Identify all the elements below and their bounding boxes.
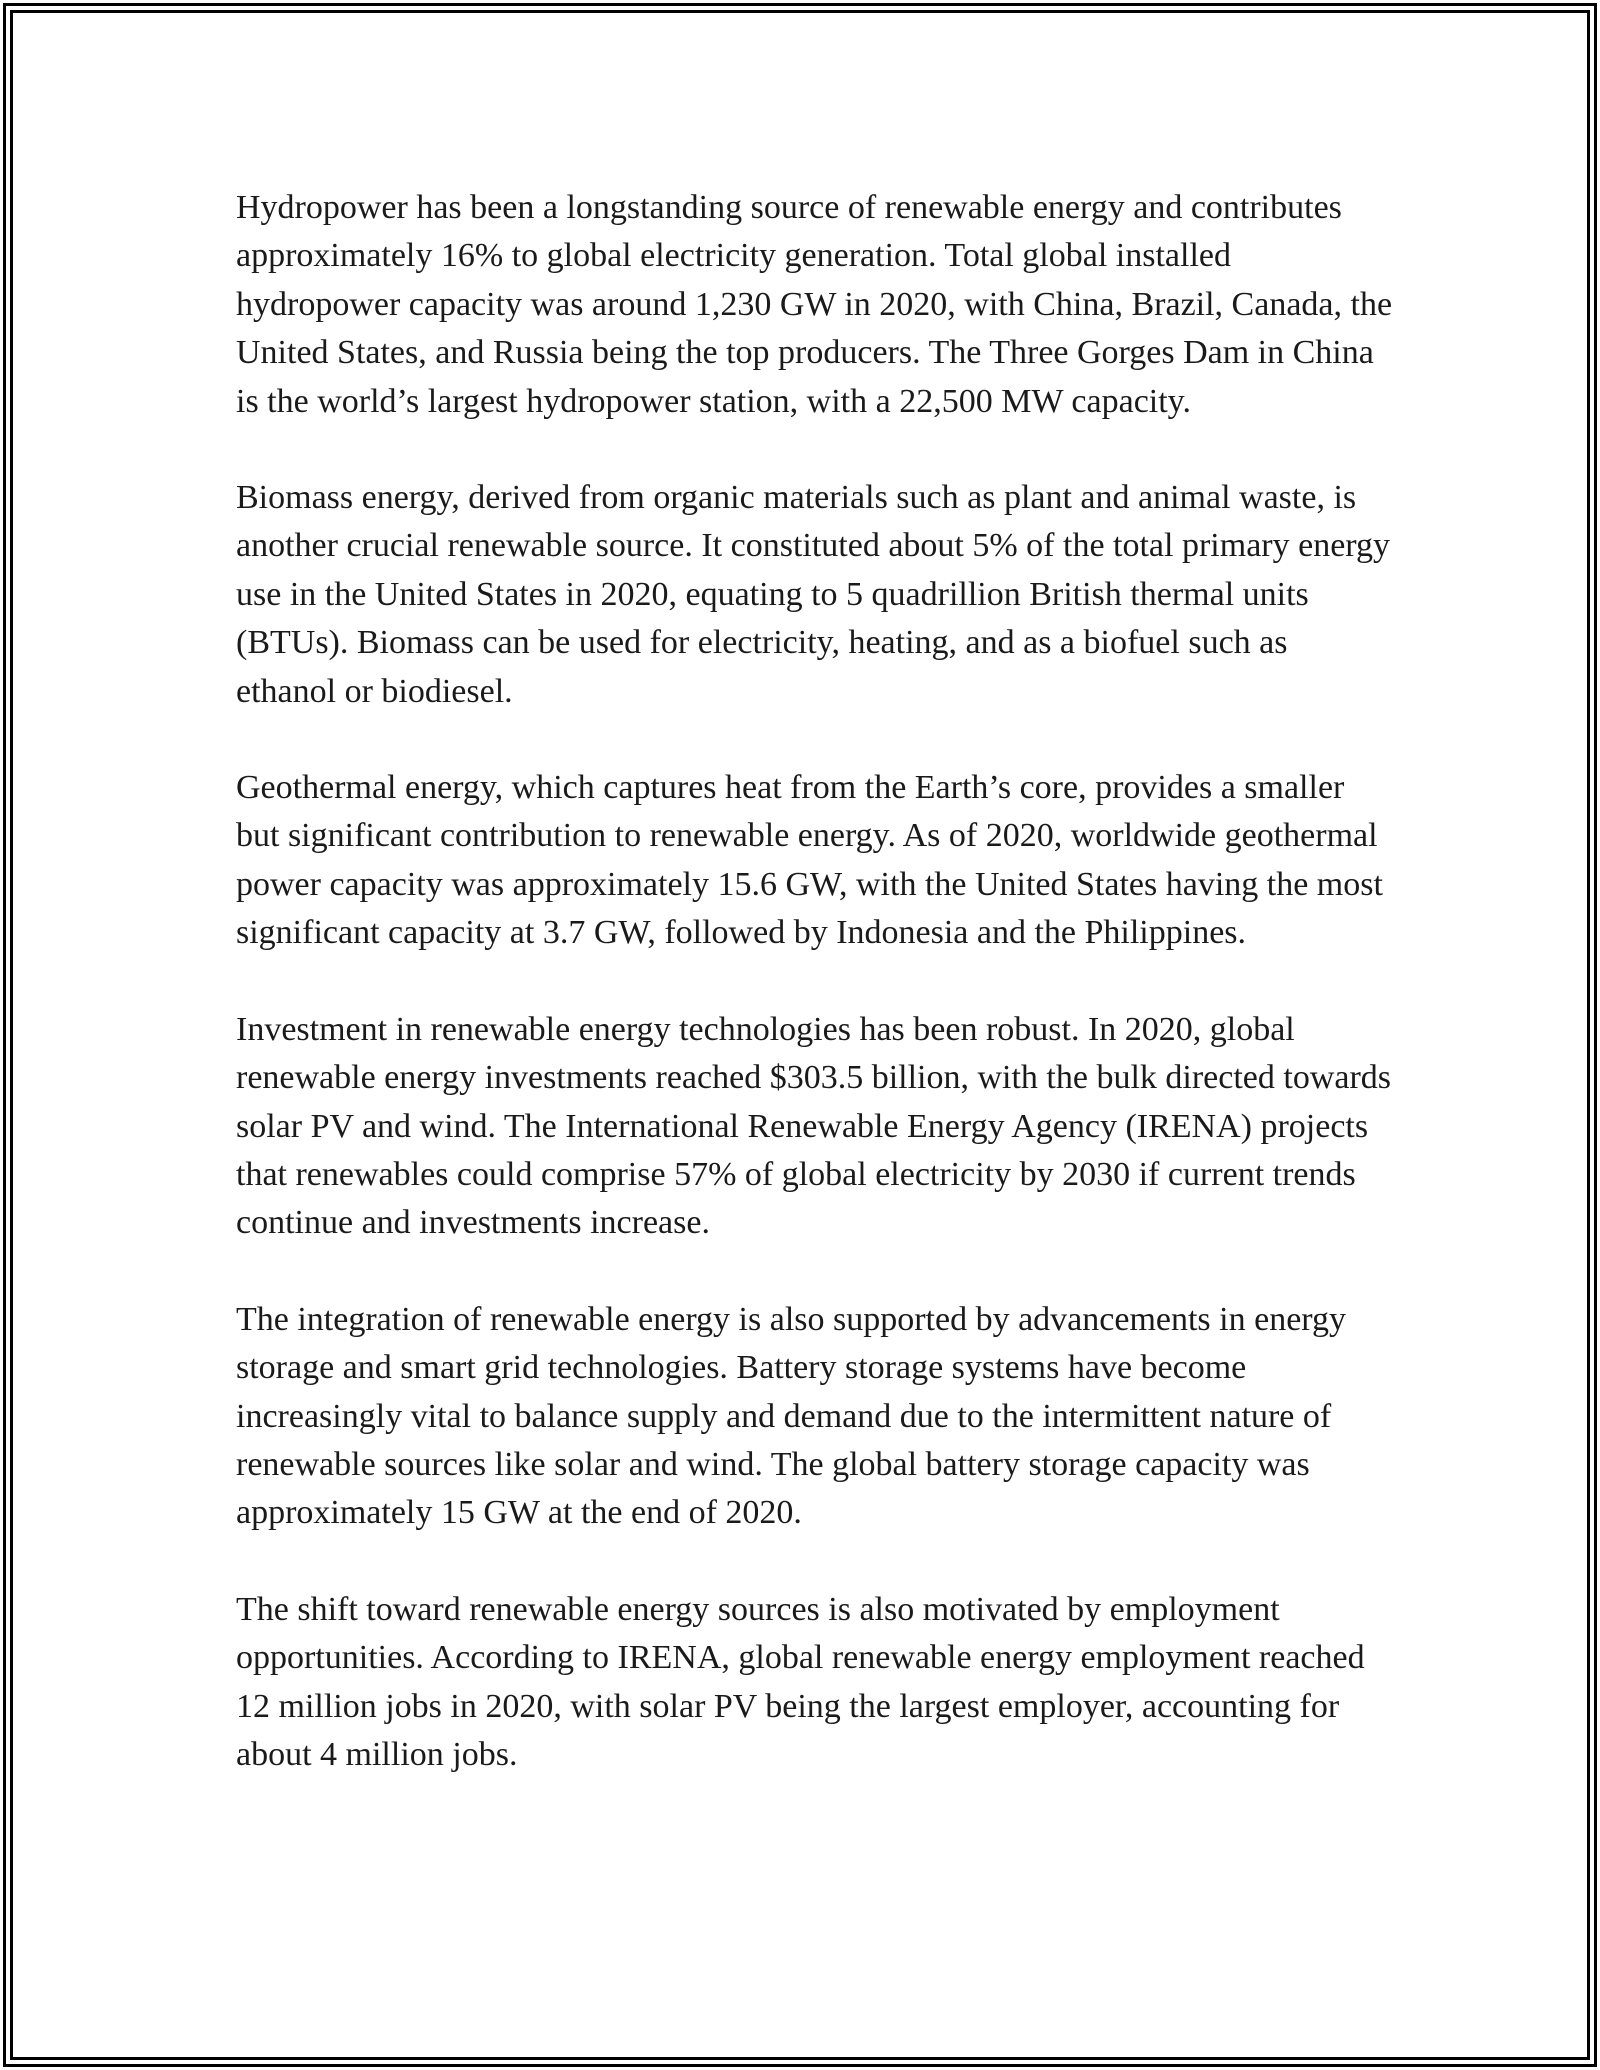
- paragraph-employment: The shift toward renewable energy sources is also motivated by employment opportunities. According to IRENA, global renewable energy employment reached 12 million jobs in 2020, with solar PV being the largest employer, accounting for about 4 million jobs.: [236, 1590, 1365, 1773]
- paragraph-biomass: Biomass energy, derived from organic materials such as plant and animal waste, is another crucial renewable source. It constituted about 5% of the total primary energy use in the United States in 2020, equating to 5 quadrillion British thermal units (BTUs). Biomass can be used for electricity, heating, and as a biofuel such as ethanol or biodiesel.: [236, 479, 1390, 710]
- document-body: [236, 184, 1396, 1779]
- paragraph-storage: The integration of renewable energy is also supported by advancements in energy storage and smart grid technologies. Battery storage systems have become increasingly vital to balance supply and demand due to the intermittent nature of renewable sources like solar and wind. The global battery storage capacity was approximately 15 GW at the end of 2020.: [236, 1300, 1346, 1532]
- paragraph-investment: Investment in renewable energy technologies has been robust. In 2020, global renewable energy investments reached $303.5 billion, with the bulk directed towards solar PV and wind. The International Renewable Energy Agency (IRENA) projects that renewables could comprise 57% of global electricity by 2030 if current trends continue and investments increase.: [236, 1010, 1392, 1242]
- paragraph-geothermal: Geothermal energy, which captures heat from the Earth’s core, provides a smaller but significant contribution to renewable energy. As of 2020, worldwide geothermal power capacity was approximately 15.6 GW, with the United States having the most significant capacity at 3.7 GW, followed by Indonesia and the Philippines.: [236, 769, 1383, 952]
- paragraph-hydropower: Hydropower has been a longstanding source of renewable energy and contributes approximately 16% to global electricity generation. Total global installed hydropower capacity was around 1,230 GW in 2020, with China, Brazil, Canada, the United States, and Russia being the top producers. The Three Gorges Dam in China is the world’s largest hydropower station, with a 22,500 MW capacity.: [236, 189, 1393, 420]
